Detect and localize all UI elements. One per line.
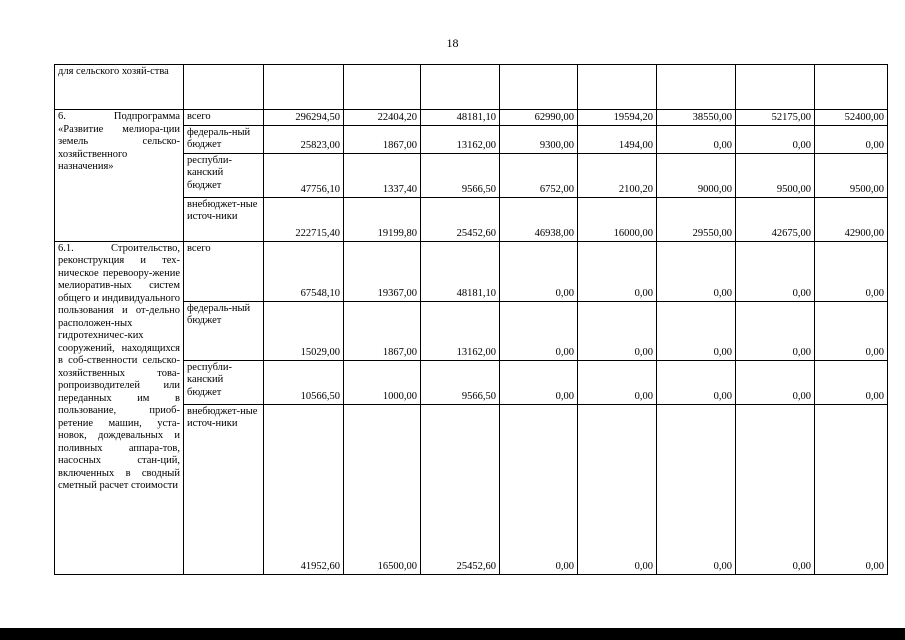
value-cell: 0,00: [578, 241, 657, 301]
budget-table: [54, 64, 888, 575]
value-cell: 67548,10: [264, 241, 344, 301]
funding-source-cell: республи-канский бюджет: [184, 153, 264, 197]
value-cell: 0,00: [736, 125, 815, 153]
value-cell: 1494,00: [578, 125, 657, 153]
value-cell: 0,00: [657, 241, 736, 301]
table-row: [55, 110, 888, 126]
value-cell: 42900,00: [815, 197, 888, 241]
value-cell: 25452,60: [421, 404, 500, 574]
value-cell: 48181,10: [421, 110, 500, 126]
value-cell: 13162,00: [421, 125, 500, 153]
funding-source-cell: федераль-ный бюджет: [184, 301, 264, 360]
subprogram-6-description: 6. Подпрограмма «Развитие мелиора-ции земель сельско-хозяйственного назначения»: [55, 110, 184, 242]
funding-source-cell: всего: [184, 241, 264, 301]
value-cell: 0,00: [657, 301, 736, 360]
value-cell: [421, 65, 500, 110]
value-cell: [500, 65, 578, 110]
value-cell: 0,00: [657, 404, 736, 574]
value-cell: 0,00: [736, 301, 815, 360]
funding-source-cell: федераль-ный бюджет: [184, 125, 264, 153]
value-cell: 25823,00: [264, 125, 344, 153]
value-cell: [578, 65, 657, 110]
funding-source-cell: внебюджет-ные источ-ники: [184, 197, 264, 241]
funding-source-cell: всего: [184, 110, 264, 126]
value-cell: 0,00: [500, 241, 578, 301]
value-cell: 0,00: [500, 360, 578, 404]
value-cell: 0,00: [578, 360, 657, 404]
value-cell: 9566,50: [421, 153, 500, 197]
funding-source-cell: [184, 65, 264, 110]
value-cell: 0,00: [815, 301, 888, 360]
value-cell: [264, 65, 344, 110]
value-cell: 62990,00: [500, 110, 578, 126]
page-number: 18: [446, 36, 459, 50]
value-cell: 0,00: [578, 404, 657, 574]
value-cell: 0,00: [815, 360, 888, 404]
funding-source-cell: республи-канский бюджет: [184, 360, 264, 404]
value-cell: 19367,00: [344, 241, 421, 301]
value-cell: 52400,00: [815, 110, 888, 126]
value-cell: 42675,00: [736, 197, 815, 241]
value-cell: 15029,00: [264, 301, 344, 360]
value-cell: 38550,00: [657, 110, 736, 126]
value-cell: 296294,50: [264, 110, 344, 126]
value-cell: 0,00: [578, 301, 657, 360]
value-cell: 19199,80: [344, 197, 421, 241]
value-cell: 9300,00: [500, 125, 578, 153]
value-cell: 41952,60: [264, 404, 344, 574]
value-cell: 1867,00: [344, 301, 421, 360]
value-cell: 1337,40: [344, 153, 421, 197]
value-cell: [815, 65, 888, 110]
value-cell: 9566,50: [421, 360, 500, 404]
value-cell: 222715,40: [264, 197, 344, 241]
value-cell: 0,00: [500, 301, 578, 360]
funding-source-cell: внебюджет-ные источ-ники: [184, 404, 264, 574]
value-cell: 1867,00: [344, 125, 421, 153]
value-cell: 0,00: [736, 241, 815, 301]
table-row: [55, 241, 888, 301]
value-cell: 0,00: [815, 241, 888, 301]
table-row: [55, 65, 888, 110]
value-cell: 16000,00: [578, 197, 657, 241]
value-cell: 9500,00: [736, 153, 815, 197]
value-cell: 29550,00: [657, 197, 736, 241]
value-cell: 52175,00: [736, 110, 815, 126]
value-cell: 46938,00: [500, 197, 578, 241]
subprogram-6-1-description: 6.1. Строительство, реконструкция и тех-ническое перевоору-жение мелиоратив-ных систем общего и индивидуального пользования и от-дельно расположен-ных гидротехничес-ких сооружений, находящихся в соб-ственности сельско-хозяйственных това-ропроизводителей или переданных им в пользование, приоб-ретение машин, уста-новок, дождевальных и поливных аппара-тов, насосных стан-ций, включенных в сводный сметный расчет стоимости: [55, 241, 184, 574]
value-cell: 2100,20: [578, 153, 657, 197]
value-cell: 1000,00: [344, 360, 421, 404]
value-cell: [736, 65, 815, 110]
row-description: для сельского хозяй-ства: [55, 65, 184, 110]
value-cell: 25452,60: [421, 197, 500, 241]
value-cell: 0,00: [815, 125, 888, 153]
value-cell: 0,00: [815, 404, 888, 574]
value-cell: 0,00: [736, 360, 815, 404]
value-cell: 10566,50: [264, 360, 344, 404]
value-cell: 6752,00: [500, 153, 578, 197]
value-cell: [657, 65, 736, 110]
value-cell: 19594,20: [578, 110, 657, 126]
value-cell: 22404,20: [344, 110, 421, 126]
value-cell: 0,00: [657, 360, 736, 404]
value-cell: 9000,00: [657, 153, 736, 197]
value-cell: 13162,00: [421, 301, 500, 360]
value-cell: 9500,00: [815, 153, 888, 197]
value-cell: [344, 65, 421, 110]
scan-edge-bar: [0, 628, 905, 640]
value-cell: 16500,00: [344, 404, 421, 574]
value-cell: 0,00: [657, 125, 736, 153]
value-cell: 47756,10: [264, 153, 344, 197]
value-cell: 48181,10: [421, 241, 500, 301]
value-cell: 0,00: [736, 404, 815, 574]
value-cell: 0,00: [500, 404, 578, 574]
